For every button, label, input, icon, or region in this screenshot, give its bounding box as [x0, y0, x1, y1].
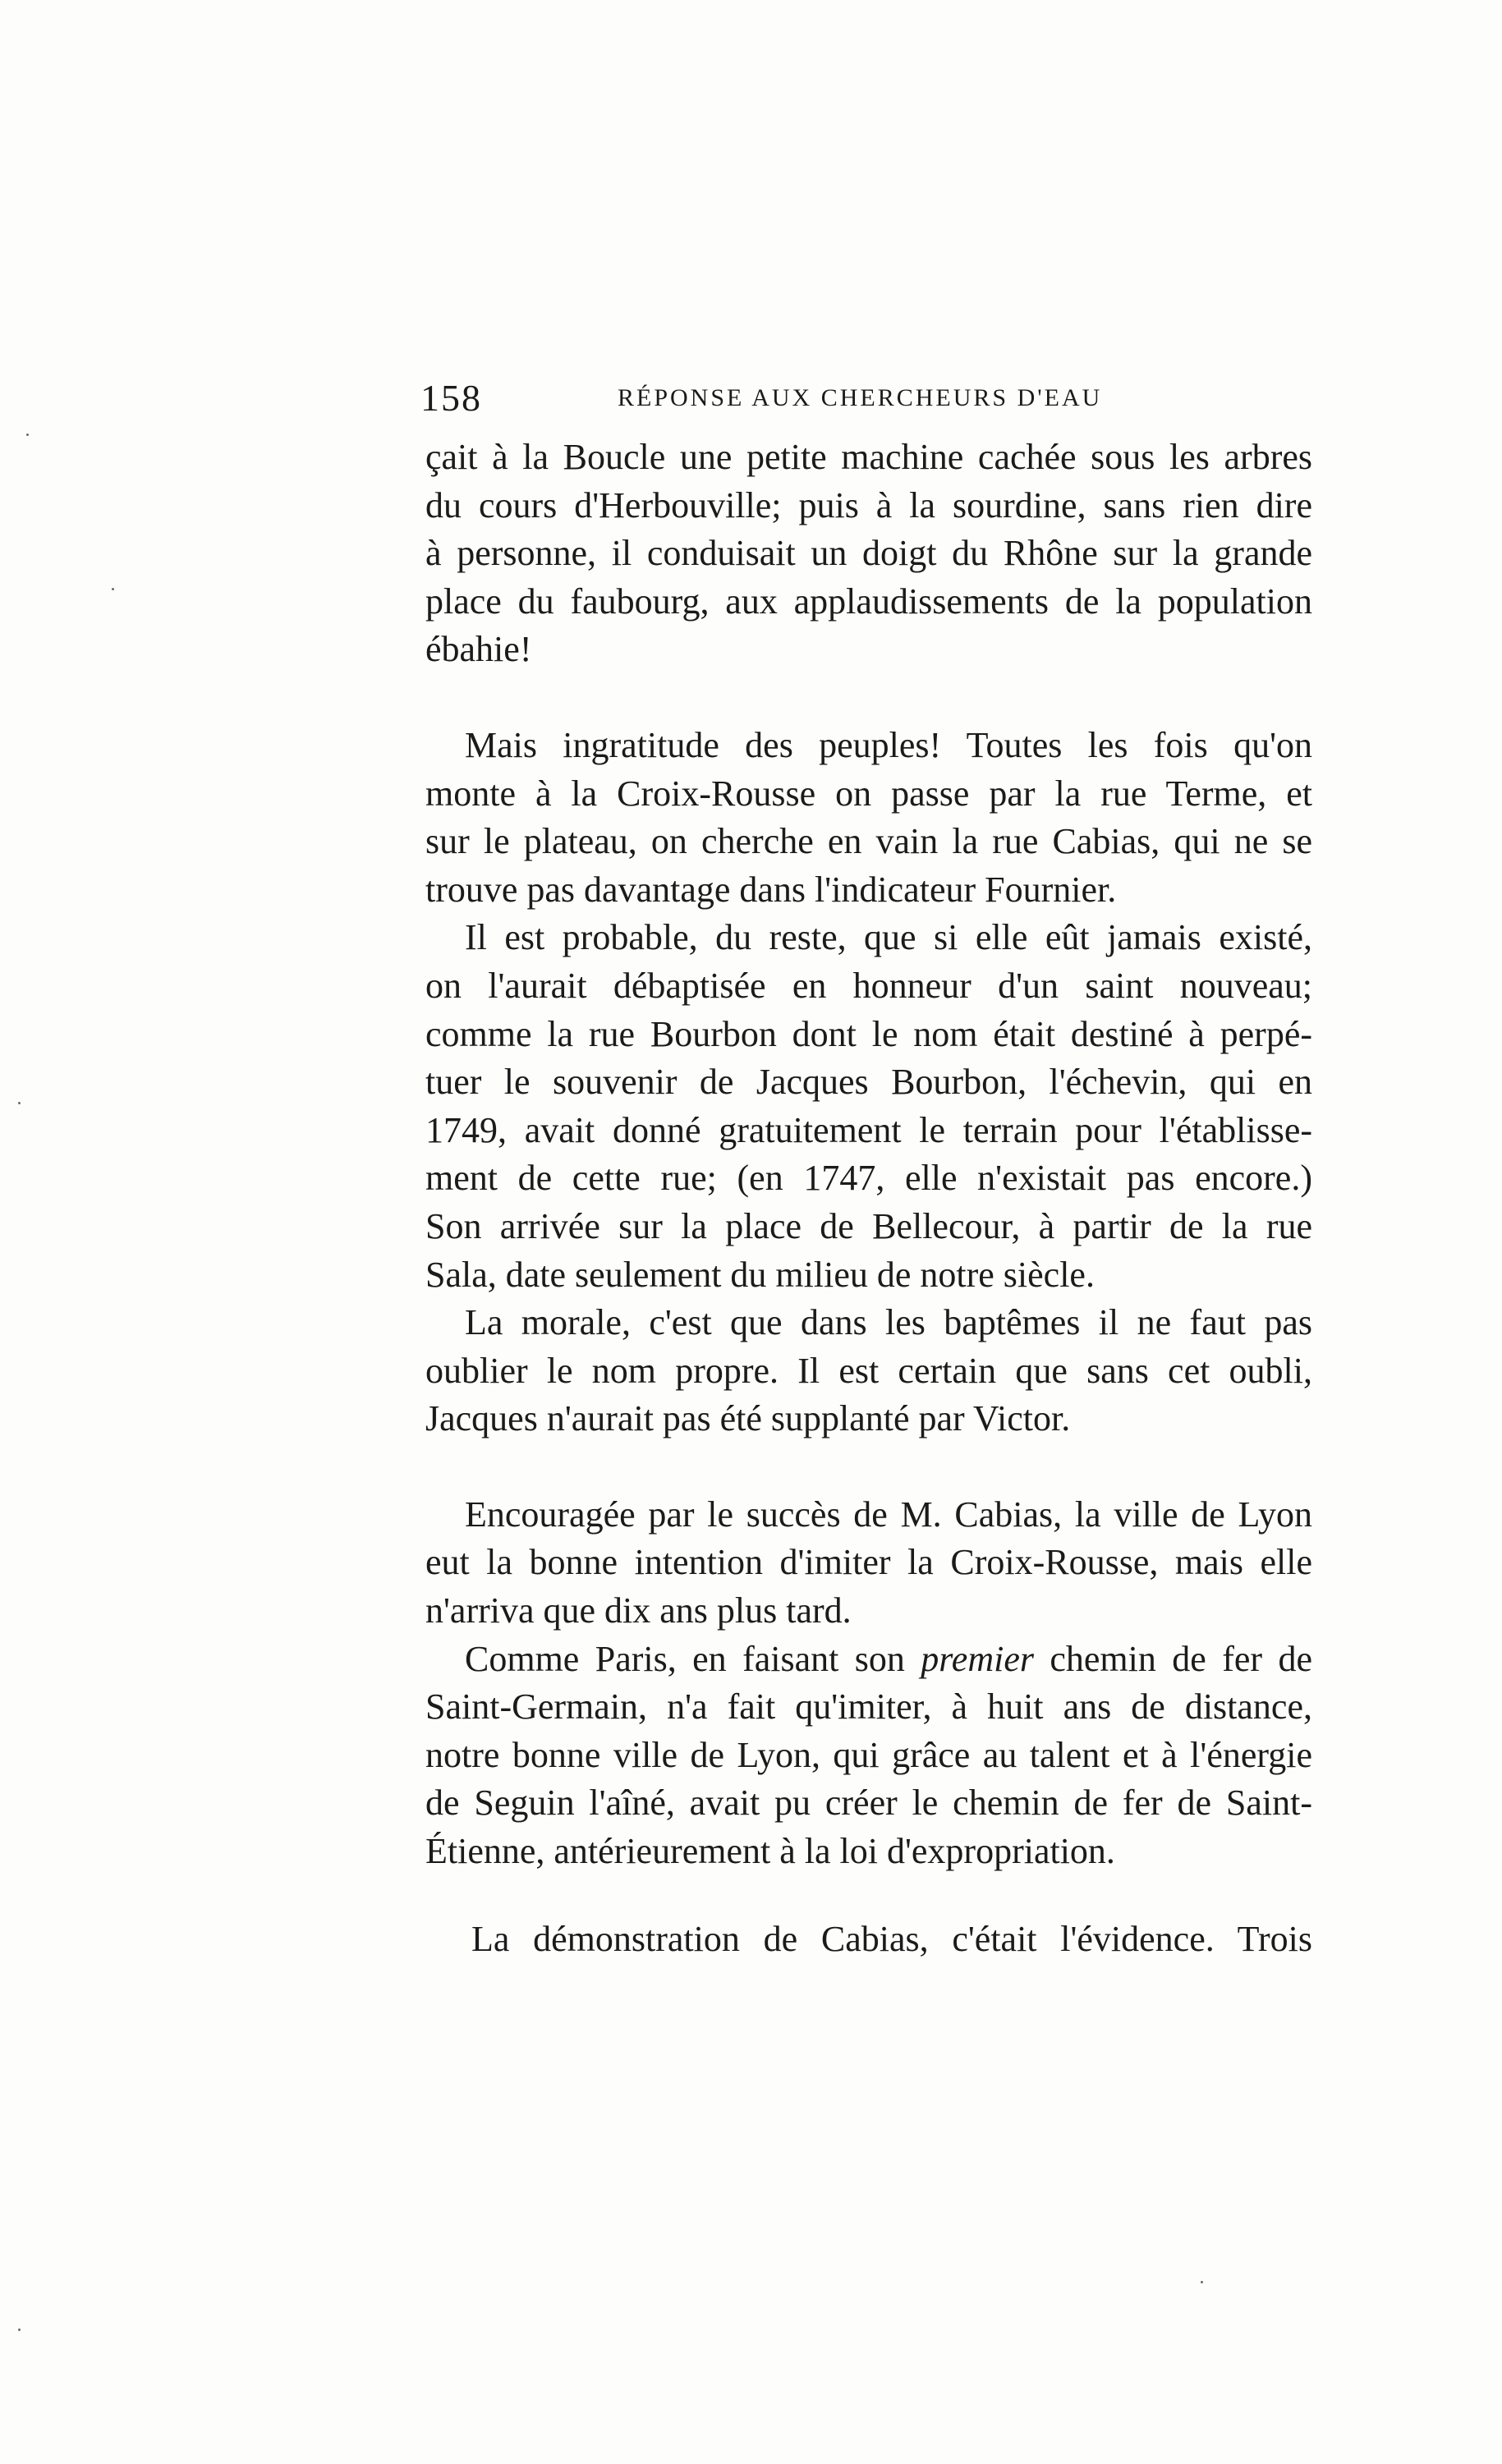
paragraph-gap: [425, 1443, 1312, 1491]
text-line: place du faubourg, aux applaudissements de la population: [425, 580, 1312, 622]
text-line: on l'aurait débaptisée en honneur d'un saint nouveau;: [425, 965, 1312, 1006]
text-line: monte à la Croix-Rousse on passe par la rue Terme, et: [425, 773, 1312, 814]
paragraph: [425, 434, 1312, 674]
text-line: Étienne, antérieurement à la loi d'expropriation.: [425, 1831, 1115, 1872]
text-line: La démonstration de Cabias, c'était l'évidence. Trois: [471, 1918, 1312, 1959]
text-fragment: chemin de fer de: [1033, 1638, 1312, 1679]
text-line: Jacques n'aurait pas été supplanté par Victor.: [425, 1398, 1071, 1439]
italic-word: premier: [921, 1638, 1034, 1679]
running-title: RÉPONSE AUX CHERCHEURS D'EAU: [618, 384, 1103, 411]
text-line: de Seguin l'aîné, avait pu créer le chemin de fer de Saint-: [425, 1783, 1312, 1824]
page-speck: [18, 2329, 21, 2331]
text-line: La morale, c'est que dans les baptêmes il ne faut pas: [465, 1302, 1312, 1343]
text-line: sur le plateau, on cherche en vain la rue Cabias, qui ne se: [425, 821, 1312, 862]
text-line: oublier le nom propre. Il est certain que sans cet oubli,: [425, 1350, 1312, 1391]
page-speck: [26, 434, 29, 436]
text-line: eut la bonne intention d'imiter la Croix-Rousse, mais elle: [425, 1542, 1312, 1583]
text-line: Mais ingratitude des peuples! Toutes les fois qu'on: [465, 724, 1312, 765]
page-speck: [112, 588, 114, 590]
text-line: trouve pas davantage dans l'indicateur Fournier.: [425, 869, 1117, 910]
body-text: [425, 434, 1312, 1963]
text-line: Il est probable, du reste, que si elle eût jamais existé,: [465, 917, 1312, 958]
paragraph: [425, 1636, 1312, 1876]
text-line: Encouragée par le succès de M. Cabias, la ville de Lyon: [465, 1494, 1312, 1535]
paragraph: [425, 1299, 1312, 1443]
paragraph-gap: [425, 1876, 1312, 1916]
text-line: à personne, il conduisait un doigt du Rhône sur la grande: [425, 533, 1312, 574]
text-line: Saint-Germain, n'a fait qu'imiter, à huit ans de distance,: [425, 1686, 1312, 1728]
text-line: n'arriva que dix ans plus tard.: [425, 1590, 852, 1631]
text-line: notre bonne ville de Lyon, qui grâce au talent et à l'énergie: [425, 1734, 1312, 1775]
text-line: 1749, avait donné gratuitement le terrain pour l'établisse-: [425, 1109, 1312, 1150]
text-line: ment de cette rue; (en 1747, elle n'existait pas encore.): [425, 1158, 1312, 1199]
paragraph: [425, 722, 1312, 914]
page-number: 158: [420, 377, 482, 419]
page-speck: [18, 1102, 21, 1104]
page-speck: [1201, 2281, 1203, 2283]
text-line: Sala, date seulement du milieu de notre siècle.: [425, 1254, 1095, 1295]
text-line: tuer le souvenir de Jacques Bourbon, l'échevin, qui en: [425, 1062, 1312, 1103]
text-line: Son arrivée sur la place de Bellecour, à partir de la rue: [425, 1205, 1312, 1246]
text-fragment: Comme Paris, en faisant son: [465, 1638, 921, 1679]
running-header: [420, 376, 1316, 425]
paragraph: [425, 914, 1312, 1299]
paragraph: [425, 1916, 1312, 1964]
paragraph-gap: [425, 674, 1312, 722]
text-line: [425, 1636, 1312, 1684]
paragraph: [425, 1491, 1312, 1636]
text-line: çait à la Boucle une petite machine cachée sous les arbres: [425, 437, 1312, 477]
text-line: comme la rue Bourbon dont le nom était destiné à perpé-: [425, 1013, 1312, 1054]
text-line: du cours d'Herbouville; puis à la sourdine, sans rien dire: [425, 484, 1312, 525]
text-line: ébahie!: [425, 629, 532, 670]
